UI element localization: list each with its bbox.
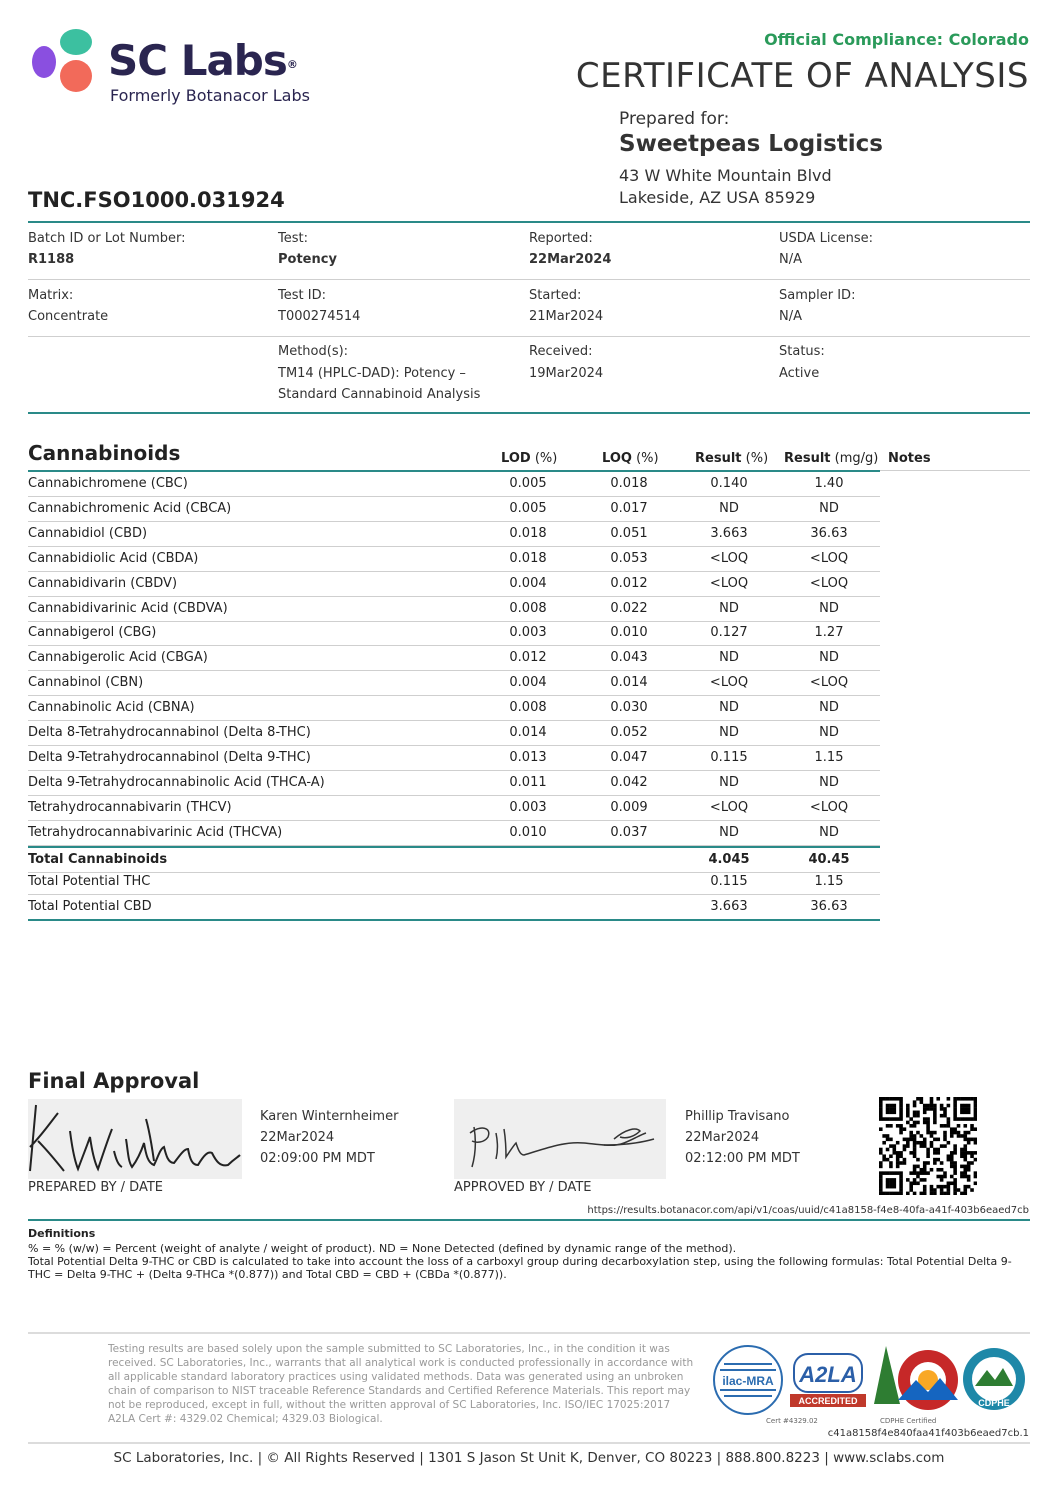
test-value: Potency (278, 252, 337, 267)
sc-labs-logo-icon (30, 28, 96, 94)
cell-lod: 0.018 (509, 550, 547, 566)
table-row (28, 696, 880, 721)
analyte-name: Cannabichromenic Acid (CBCA) (28, 500, 232, 516)
table-row (28, 497, 880, 522)
matrix-value: Concentrate (28, 309, 109, 324)
cell-mg: 1.15 (814, 749, 844, 765)
approver-info (685, 1106, 800, 1169)
approver-signature (454, 1099, 666, 1179)
cell-lod: 0.010 (509, 824, 547, 840)
total-name: Total Potential THC (28, 874, 151, 890)
cell-pct: 0.127 (710, 625, 748, 641)
cell-mg: ND (819, 824, 839, 840)
prepared-for-label: Prepared for: (619, 109, 730, 129)
analyte-name: Tetrahydrocannabivarin (THCV) (28, 799, 232, 815)
compliance-label: Official Compliance: Colorado (764, 30, 1029, 49)
page-title: CERTIFICATE OF ANALYSIS (575, 56, 1029, 96)
cell-pct: ND (719, 725, 739, 740)
cell-mg: <LOQ (809, 550, 849, 566)
client-address-line1: 43 W White Mountain Blvd (619, 166, 832, 185)
cell-pct: <LOQ (709, 799, 749, 815)
cell-loq: 0.022 (610, 600, 648, 616)
reported-label: Reported: (529, 231, 593, 246)
disclaimer-text: Testing results are based solely upon the sample submitted to SC Laboratories, Inc., in the condition it was received. SC Laboratories, Inc., warrants that all analytical work is conducted professionally in accordance with all applicable standard laboratory practices using validated methods. Data was generated using an unbroken chain of comparison to NIST traceable Reference Standards and Certified Reference Materials. This report may not be reproduced, except in full, without the written approval of SC Laboratories, Inc. ISO/IEC 17025:2017 A2LA Cert #: 4329.02 Chemical; 4329.03 Biological. (108, 1343, 694, 1425)
cdphe-certified-label: CDPHE Certified (880, 1417, 937, 1425)
table-row (28, 572, 880, 597)
analyte-name: Cannabigerol (CBG) (28, 625, 157, 641)
col-header-result-pct: Result (%) (695, 451, 769, 466)
cannabinoids-title: Cannabinoids (28, 441, 181, 465)
cell-loq: 0.051 (610, 525, 648, 541)
approver-time: 02:12:00 PM MDT (685, 1151, 800, 1166)
signature-image (28, 1099, 242, 1179)
signature-image (454, 1099, 666, 1179)
cell-loq: 0.017 (610, 500, 648, 516)
cert-number: Cert #4329.02 (766, 1417, 818, 1425)
status-value: Active (779, 366, 820, 381)
cell-loq: 0.047 (610, 749, 648, 765)
definition-line: % = % (w/w) = Percent (weight of analyte / weight of product). ND = None Detected (defined by dynamic range of the method). (28, 1242, 737, 1255)
divider (28, 279, 1030, 280)
analyte-name: Cannabinolic Acid (CBNA) (28, 700, 195, 716)
svg-text:ilac-MRA: ilac-MRA (722, 1374, 774, 1388)
cell-pct: 0.140 (710, 476, 748, 491)
cell-lod: 0.012 (509, 650, 547, 666)
divider (28, 1219, 1030, 1221)
cell-lod: 0.008 (509, 600, 547, 616)
test-id-value: T000274514 (278, 309, 361, 324)
status-label: Status: (779, 344, 825, 359)
col-header-notes: Notes (888, 451, 931, 466)
cell-lod: 0.011 (509, 774, 547, 790)
cell-pct: 3.663 (710, 899, 748, 915)
table-row (28, 472, 880, 497)
analyte-name: Cannabidivarinic Acid (CBDVA) (28, 600, 228, 616)
started-label: Started: (529, 288, 582, 303)
col-header-result-mg: Result (mg/g) (784, 451, 879, 466)
cell-loq: 0.009 (610, 799, 648, 815)
cell-loq: 0.037 (610, 824, 648, 840)
reported-value: 22Mar2024 (529, 252, 612, 267)
divider (28, 412, 1030, 414)
svg-text:A2LA: A2LA (799, 1362, 857, 1387)
cell-lod: 0.003 (509, 625, 547, 641)
preparer-time: 02:09:00 PM MDT (260, 1151, 375, 1166)
cell-mg: <LOQ (809, 675, 849, 691)
result-url[interactable]: https://results.botanacor.com/api/v1/coas/uuid/c41a8158-f4e8-40fa-a41f-403b6eaed7cb (587, 1205, 1029, 1216)
approver-caption: APPROVED BY / DATE (454, 1180, 592, 1195)
divider (28, 1332, 1030, 1334)
cell-loq: 0.012 (610, 575, 648, 591)
cell-loq: 0.010 (610, 625, 648, 641)
analyte-name: Cannabichromene (CBC) (28, 476, 188, 491)
brand-name: SC Labs® (108, 36, 297, 85)
test-id-label: Test ID: (278, 288, 326, 303)
started-value: 21Mar2024 (529, 309, 604, 324)
table-row (28, 771, 880, 796)
cell-loq: 0.042 (610, 774, 648, 790)
preparer-signature (28, 1099, 242, 1179)
cell-pct: <LOQ (709, 575, 749, 591)
client-address-line2: Lakeside, AZ USA 85929 (619, 188, 816, 207)
total-row (28, 870, 880, 895)
table-row (28, 721, 880, 746)
sampler-label: Sampler ID: (779, 288, 856, 303)
preparer-date: 22Mar2024 (260, 1130, 335, 1145)
cell-mg: 40.45 (808, 851, 850, 867)
cell-lod: 0.005 (509, 476, 547, 491)
cell-mg: ND (819, 774, 839, 790)
cell-pct: ND (719, 500, 739, 516)
cell-lod: 0.014 (509, 725, 547, 740)
cell-mg: ND (819, 500, 839, 516)
final-approval-title: Final Approval (28, 1069, 200, 1093)
cell-loq: 0.043 (610, 650, 648, 666)
a2la-accredited-logo-icon (788, 1350, 868, 1412)
cell-pct: 0.115 (710, 749, 748, 765)
cell-mg: <LOQ (809, 799, 849, 815)
cell-pct: 4.045 (708, 851, 750, 867)
cell-loq: 0.052 (610, 725, 648, 740)
cell-lod: 0.004 (509, 675, 547, 691)
analyte-name: Delta 8-Tetrahydrocannabinol (Delta 8-THC) (28, 725, 311, 740)
table-row (28, 597, 880, 622)
matrix-label: Matrix: (28, 288, 74, 303)
definitions-title: Definitions (28, 1227, 96, 1240)
cell-pct: ND (719, 824, 739, 840)
batch-label: Batch ID or Lot Number: (28, 231, 186, 246)
cell-mg: <LOQ (809, 575, 849, 591)
table-row (28, 821, 880, 846)
cell-lod: 0.003 (509, 799, 547, 815)
cell-pct: <LOQ (709, 675, 749, 691)
test-label: Test: (278, 231, 308, 246)
preparer-caption: PREPARED BY / DATE (28, 1180, 163, 1195)
cell-pct: ND (719, 600, 739, 616)
definition-line: Total Potential Delta 9-THC or CBD is calculated to take into account the loss of a carboxyl group during decarboxylation step, using the following formulas: Total Potential Delta 9-THC = Delta 9-THC + (Delta 9-THCa *(0.877)) and Total CBD = CBD + (CBDa *(0.877)). (28, 1255, 1012, 1281)
analyte-name: Delta 9-Tetrahydrocannabinolic Acid (THCA-A) (28, 774, 325, 790)
cell-mg: 1.27 (814, 625, 844, 641)
analyte-name: Cannabidiolic Acid (CBDA) (28, 550, 199, 566)
sample-id: TNC.FSO1000.031924 (28, 188, 285, 212)
svg-text:ACCREDITED: ACCREDITED (798, 1396, 858, 1406)
table-row (28, 621, 880, 646)
cell-lod: 0.013 (509, 749, 547, 765)
definitions-text (28, 1242, 1028, 1281)
usda-value: N/A (779, 252, 802, 267)
cell-lod: 0.004 (509, 575, 547, 591)
analyte-name: Cannabidiol (CBD) (28, 525, 148, 541)
cell-mg: ND (819, 700, 839, 716)
col-header-loq: LOQ (%) (602, 451, 659, 466)
ilac-mra-logo-icon (712, 1344, 784, 1416)
method-value-line2: Standard Cannabinoid Analysis (278, 387, 481, 402)
approver-date: 22Mar2024 (685, 1130, 760, 1145)
divider (28, 221, 1030, 223)
cell-pct: ND (719, 650, 739, 666)
cell-pct: 3.663 (710, 525, 748, 541)
analyte-name: Cannabidivarin (CBDV) (28, 575, 178, 591)
cell-mg: 36.63 (810, 899, 848, 915)
table-row (28, 646, 880, 671)
table-row (28, 547, 880, 572)
divider (28, 1442, 1030, 1444)
cell-pct: <LOQ (709, 550, 749, 566)
approver-name: Phillip Travisano (685, 1109, 790, 1124)
analyte-name: Cannabigerolic Acid (CBGA) (28, 650, 208, 666)
usda-label: USDA License: (779, 231, 873, 246)
cell-lod: 0.008 (509, 700, 547, 716)
cell-lod: 0.018 (509, 525, 547, 541)
batch-value: R1188 (28, 252, 75, 267)
cell-pct: ND (719, 700, 739, 716)
cell-mg: 1.40 (814, 476, 844, 491)
preparer-name: Karen Winternheimer (260, 1109, 399, 1124)
total-row (28, 895, 880, 921)
received-value: 19Mar2024 (529, 366, 604, 381)
cell-mg: ND (819, 725, 839, 740)
cell-loq: 0.014 (610, 675, 648, 691)
table-row (28, 796, 880, 821)
cell-mg: 1.15 (814, 874, 844, 890)
sampler-value: N/A (779, 309, 802, 324)
svg-text:CDPHE: CDPHE (978, 1398, 1010, 1408)
analyte-name: Tetrahydrocannabivarinic Acid (THCVA) (28, 824, 283, 840)
cell-loq: 0.030 (610, 700, 648, 716)
total-row (28, 846, 880, 873)
document-hash: c41a8158f4e840faa41f403b6eaed7cb.1 (827, 1428, 1029, 1439)
page-footer: SC Laboratories, Inc. | © All Rights Reserved | 1301 S Jason St Unit K, Denver, CO 80223 | 888.800.8223 | www.sclabs.com (113, 1450, 945, 1466)
col-header-lod: LOD (%) (501, 451, 558, 466)
colorado-logo-icon (872, 1344, 958, 1414)
table-row (28, 746, 880, 771)
table-row (28, 671, 880, 696)
analyte-name: Delta 9-Tetrahydrocannabinol (Delta 9-THC) (28, 749, 311, 765)
cell-mg: ND (819, 600, 839, 616)
cell-mg: ND (819, 650, 839, 666)
cell-loq: 0.018 (610, 476, 648, 491)
received-label: Received: (529, 344, 593, 359)
cell-lod: 0.005 (509, 500, 547, 516)
table-row (28, 522, 880, 547)
cell-pct: ND (719, 774, 739, 790)
cdphe-logo-icon (961, 1346, 1027, 1412)
qr-code-icon[interactable] (879, 1097, 977, 1195)
cell-pct: 0.115 (710, 874, 748, 890)
total-name: Total Potential CBD (28, 899, 152, 915)
cell-mg: 36.63 (810, 525, 848, 541)
preparer-info (260, 1106, 398, 1169)
method-value-line1: TM14 (HPLC-DAD): Potency – (278, 366, 466, 381)
divider (28, 336, 1030, 337)
total-name: Total Cannabinoids (28, 851, 168, 867)
client-name: Sweetpeas Logistics (619, 131, 883, 157)
method-label: Method(s): (278, 344, 349, 359)
cell-loq: 0.053 (610, 550, 648, 566)
analyte-name: Cannabinol (CBN) (28, 675, 144, 691)
brand-subtitle: Formerly Botanacor Labs (110, 86, 310, 105)
